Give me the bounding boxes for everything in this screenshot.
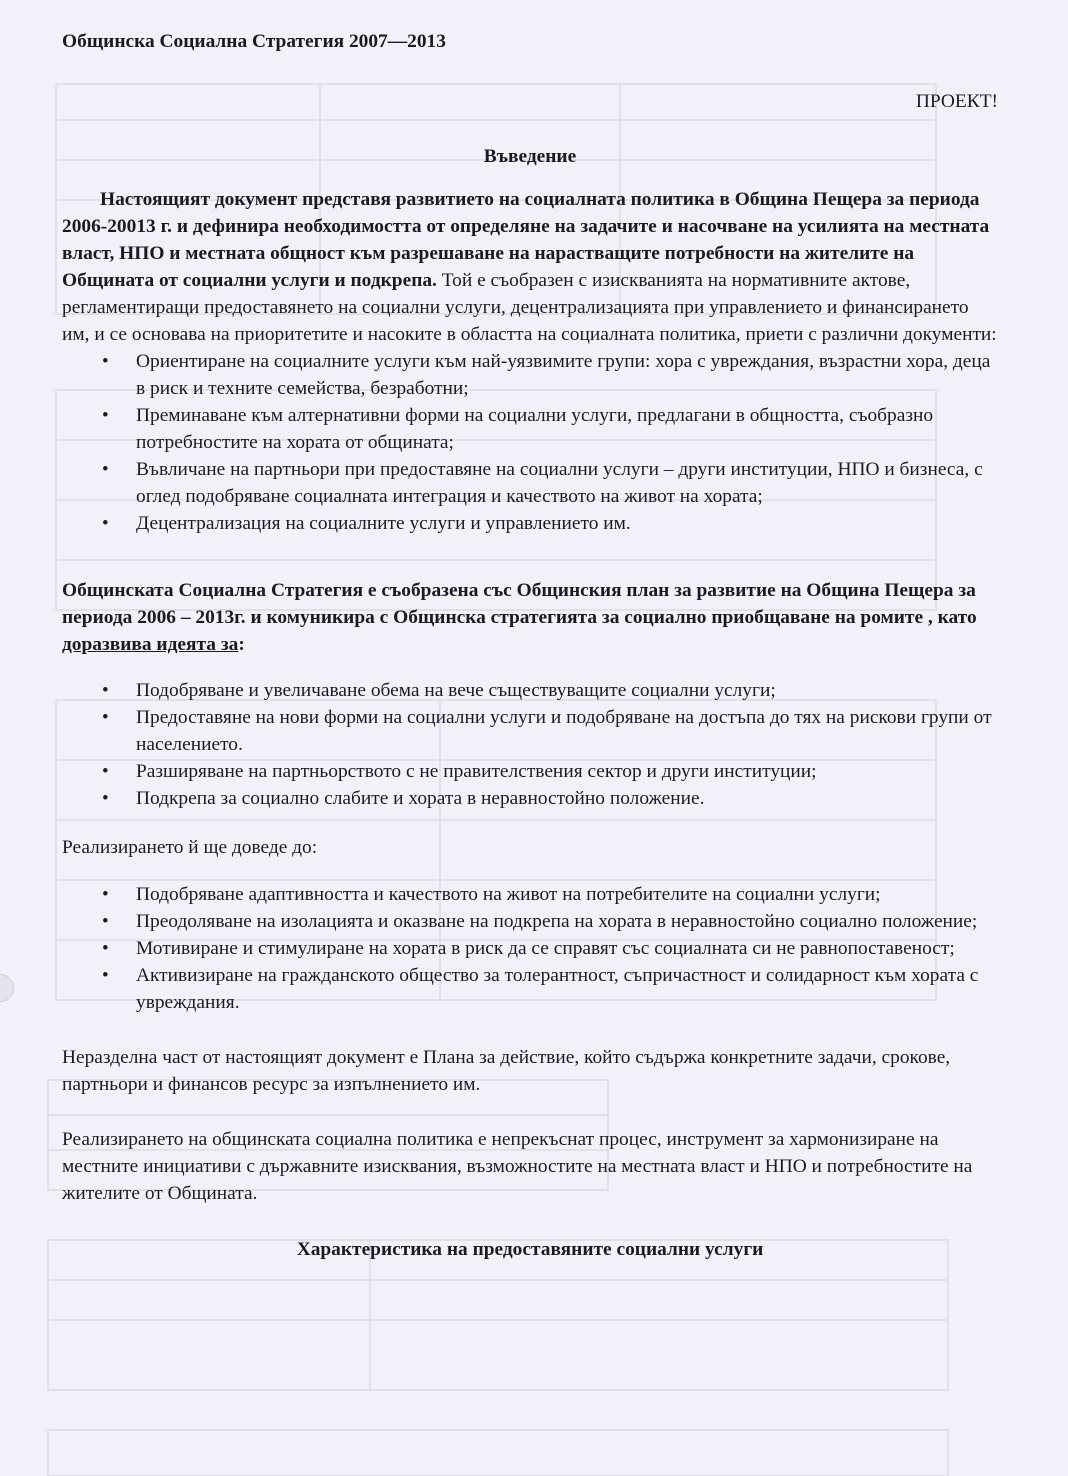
process-paragraph: Реализирането на общинската социална политика е непрекъснат процес, инструмент за хармонизиране на местните инициативи с държавните изисквания, възможностите на местната власт и НПО и потребностите на жителите от Общината. — [62, 1128, 973, 1204]
services-heading: Характеристика на предоставяните социални услуги — [296, 1238, 764, 1260]
draft-label: ПРОЕКТ! — [915, 91, 998, 112]
intro-bold-text: Настоящият документ представя развитието на социалната политика в Община Пещера за периода 2006-20013 г. и дефинира необходимостта от определяне на задачите и насочване на усилията на местната власт, НПО и местната общност към разрешаване на нарастващите потребности на жителите на Общината от социални услуги и подкрепа. — [62, 189, 990, 291]
action-plan-paragraph: Неразделна част от настоящият документ е Плана за действие, който съдържа конкретните задачи, срокове, партньори и финансов ресурс за изпълнението им. — [62, 1046, 951, 1095]
list-item: • Преодоляване на изолацията и оказване на подкрепа на хората в неравностойно социално положение; — [62, 908, 998, 935]
list-item: • Подобряване адаптивността и качеството на живот на потребителите на социални услуги; — [62, 881, 998, 908]
outcomes-list — [62, 881, 998, 1016]
document-body — [62, 28, 998, 1282]
punch-hole — [0, 974, 14, 1002]
list-item: • Въвличане на партньори при предоставяне на социални услуги – други институции, НПО и бизнеса, с оглед подобряване социалната интеграция и качеството на живот на хората; — [62, 456, 998, 510]
header-title: Общинска Социална Стратегия 2007—2013 — [62, 31, 446, 52]
list-item: • Предоставяне на нови форми на социални услуги и подобряване на достъпа до тях на рискови групи от населението. — [62, 704, 998, 758]
list-item: • Разширяване на партньорството с не правителствения сектор и други институции; — [62, 758, 998, 785]
outcomes-intro: Реализирането й ще доведе до: — [62, 837, 318, 859]
strategy-colon: : — [238, 634, 245, 655]
strategy-paragraph — [62, 577, 998, 658]
intro-paragraph — [62, 186, 998, 348]
list-item: • Преминаване към алтернативни форми на социални услуги, предлагани в общността, съобразно потребностите на хората от общината; — [62, 402, 998, 456]
list-item: • Мотивиране и стимулиране на хората в риск да се справят със социалната си не равнопоставеност; — [62, 935, 998, 962]
ideas-list — [62, 677, 998, 812]
strategy-text: Общинската Социална Стратегия е съобразена със Общинския план за развитие на Община Пещера за периода 2006 – 2013г. и комуникира с Общинска стратегията за социално приобщаване на ромите , като — [62, 580, 977, 628]
intro-regular-text: Той е съобразен с изискванията на нормативните актове, регламентиращи предоставянето на социални услуги, децентрализацията при управлението и финансирането им, и се основава на приоритетите и насоките в областта на социалната политика, приети с различни документи: — [62, 270, 997, 345]
list-item: • Ориентиране на социалните услуги към най-уязвимите групи: хора с увреждания, възрастни хора, деца в риск и техните семейства, безработни; — [62, 348, 998, 402]
list-item: • Децентрализация на социалните услуги и управлението им. — [62, 510, 998, 537]
priorities-list — [62, 348, 998, 537]
strategy-underlined-text: доразвива идеята за — [62, 634, 239, 655]
list-item: • Подобряване и увеличаване обема на вече съществуващите социални услуги; — [62, 677, 998, 704]
list-item: • Активизиране на гражданското общество за толерантност, съпричастност и солидарност към хората с увреждания. — [62, 962, 998, 1016]
list-item: • Подкрепа за социално слабите и хората в неравностойно положение. — [62, 785, 998, 812]
intro-heading: Въведение — [483, 146, 577, 167]
